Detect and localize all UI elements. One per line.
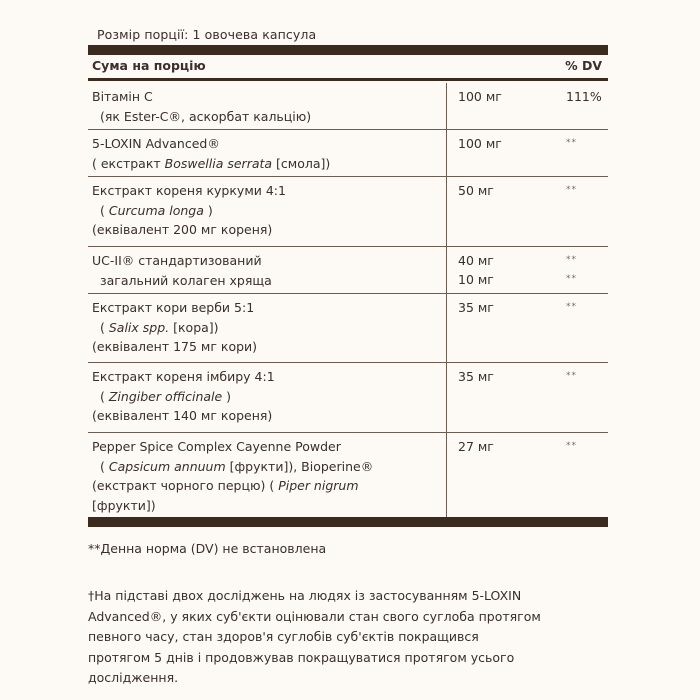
ingredient-dv: ** [566, 302, 577, 312]
table-row-uc-ii [88, 247, 608, 294]
table-row-willow-bark [88, 294, 608, 363]
ingredient-amount: 50 мг [458, 183, 494, 198]
ingredient-name [88, 433, 442, 519]
ingredient-amount: 27 мг [458, 439, 494, 454]
ingredient-dv: ** [566, 371, 577, 381]
ingredient-detail: ( екстракт Boswellia serrata [смола]) [92, 155, 331, 171]
ingredient-detail: ( Zingiber officinale ) [100, 388, 232, 404]
footnote-line: Advanced®, у яких суб'єкти оцінювали стан свого суглоба протягом [88, 608, 541, 624]
amount-per-serving-label: Сума на порцію [92, 58, 206, 73]
footnote-line: протягом 5 днів і продовжував покращуватися протягом усього [88, 649, 515, 665]
ingredient-amount: 35 мг [458, 300, 494, 315]
ingredient-amount: 35 мг [458, 369, 494, 384]
ingredient-dv: ** [566, 255, 577, 265]
ingredient-detail: (як Ester-C®, аскорбат кальцію) [100, 108, 312, 124]
table-row-ginger [88, 363, 608, 433]
bottom-divider-bar [88, 517, 608, 527]
ingredient-dv: ** [566, 441, 577, 451]
ingredient-line: Вітамін C [92, 89, 153, 104]
ingredient-line: UC-II® стандартизований [92, 253, 262, 268]
ingredient-line: Екстракт кори верби 5:1 [92, 300, 255, 315]
ingredient-line: Екстракт кореня імбиру 4:1 [92, 369, 275, 384]
table-row-pepper-spice [88, 433, 608, 519]
ingredient-name [88, 363, 442, 430]
table-row-vitamin-c [88, 83, 608, 130]
ingredient-amount-2: 10 мг [458, 272, 494, 287]
ingredient-name [88, 294, 442, 361]
ingredient-dv-2: ** [566, 274, 577, 284]
footnote-line: певного часу, стан здоров'я суглобів суб'єктів покращився [88, 629, 479, 644]
ingredient-amount: 40 мг [458, 253, 494, 268]
supplement-facts-table [88, 83, 608, 519]
ingredient-line: Pepper Spice Complex Cayenne Powder [92, 439, 341, 454]
ingredient-line: 5-LOXIN Advanced® [92, 136, 220, 151]
ingredient-detail: ( Capsicum annuum [фрукти]), Bioperine® [100, 458, 374, 474]
ingredient-line: Екстракт кореня куркуми 4:1 [92, 183, 286, 198]
ingredient-equivalent: (еквівалент 175 мг кори) [92, 339, 258, 354]
ingredient-dv: ** [566, 185, 577, 195]
ingredient-equivalent: (еквівалент 140 мг кореня) [92, 408, 273, 423]
table-row-5-loxin [88, 130, 608, 177]
ingredient-amount: 100 мг [458, 136, 502, 151]
ingredient-name [88, 130, 442, 177]
ingredient-detail: ( Curcuma longa ) [100, 202, 213, 218]
ingredient-equivalent: (еквівалент 200 мг кореня) [92, 222, 273, 237]
ingredient-part: [фрукти]) [92, 497, 156, 513]
ingredient-name [88, 177, 442, 244]
ingredient-name [88, 83, 442, 130]
header-divider [88, 78, 608, 81]
ingredient-name [88, 247, 442, 294]
footnote-line: †На підставі двох досліджень на людях із застосуванням 5-LOXIN [88, 588, 522, 603]
ingredient-extract: (екстракт чорного перцю) ( Piper nigrum [92, 478, 359, 493]
ingredient-detail: ( Salix spp. [кора]) [100, 319, 219, 335]
ingredient-detail: загальний колаген хряща [100, 272, 272, 288]
footnote-line: дослідження. [88, 670, 179, 685]
ingredient-dv: 111% [566, 89, 602, 104]
top-divider-bar [88, 45, 608, 55]
serving-size: Розмір порції: 1 овочева капсула [97, 27, 317, 42]
dv-footnote: **Денна норма (DV) не встановлена [88, 541, 327, 556]
ingredient-dv: ** [566, 138, 577, 148]
dv-label: % DV [565, 58, 602, 73]
ingredient-amount: 100 мг [458, 89, 502, 104]
study-footnote [88, 586, 608, 689]
table-row-turmeric [88, 177, 608, 247]
